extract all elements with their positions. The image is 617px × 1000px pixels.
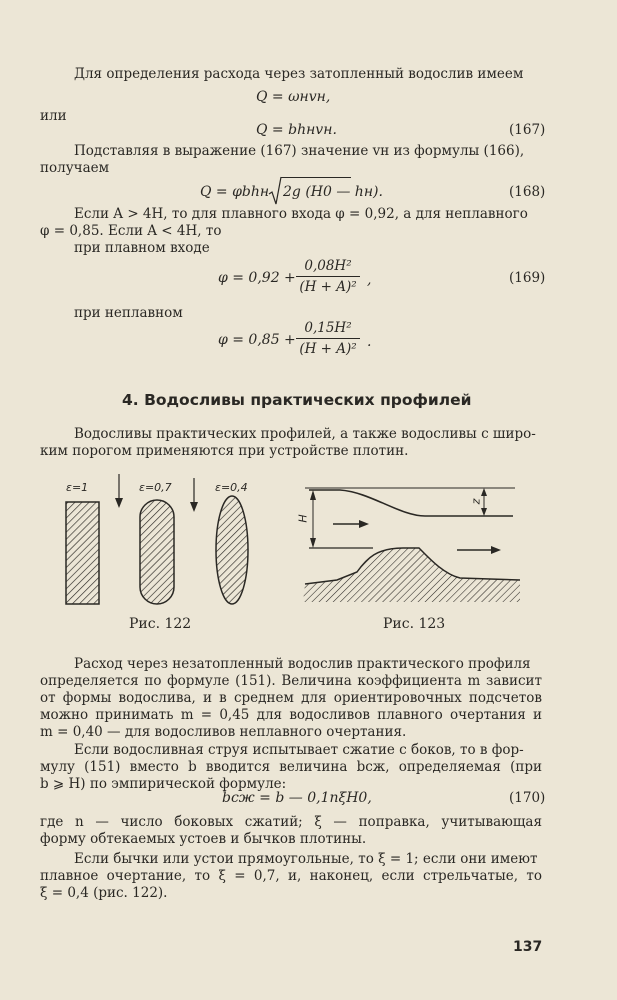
sqrt-bar xyxy=(281,177,351,178)
epsilon-label-3: ε=0,4 xyxy=(215,481,248,494)
epsilon-label-1: ε=1 xyxy=(66,481,89,494)
equation-number-167: (167) xyxy=(509,122,546,138)
equation-number-169: (169) xyxy=(509,270,546,286)
paragraph-substitution-line1: Подставляя в выражение (167) значение vн из формулы (166), xyxy=(74,143,525,159)
or-word: или xyxy=(40,108,67,124)
paragraph-if-line2: φ = 0,85. Если A < 4H, то xyxy=(40,223,222,239)
paragraph-practical-line1: Водосливы практических профилей, а также водосливы с широ- xyxy=(74,426,536,442)
figure-122 xyxy=(38,468,268,618)
figure-123 xyxy=(295,470,525,610)
head-dimension xyxy=(310,490,316,548)
rectangular-pier xyxy=(66,502,99,604)
rounded-pier xyxy=(140,500,174,604)
weir-body xyxy=(303,548,520,602)
paragraph-where-line2: форму обтекаемых устоев и бычков плотины. xyxy=(40,831,367,847)
paragraph-piers-line2: плавное очертание, то ξ = 0,7, и, наконец, если стрельчатые, то xyxy=(40,868,542,884)
equation-169-numerator: 0,08H² xyxy=(296,258,360,277)
paragraph-nonsmooth: при неплавном xyxy=(74,305,183,321)
flow-arrow-upper xyxy=(333,520,369,528)
drop-label: z xyxy=(469,498,483,505)
equation-170: bсж = b — 0,1nξH0, xyxy=(222,790,372,806)
flow-arrow-lower xyxy=(457,546,501,554)
equation-169-comma: , xyxy=(367,272,372,288)
equation-169-denominator: (H + A)² xyxy=(299,279,357,295)
caption-figure-122: Рис. 122 xyxy=(129,616,192,632)
equation-nonsmooth-numerator: 0,15H² xyxy=(296,320,360,339)
equation-168-left: Q = φbhн xyxy=(200,184,270,200)
paragraph-discharge-line4: можно принимать m = 0,45 для водосливов плавного очертания и xyxy=(40,707,542,723)
caption-figure-123: Рис. 123 xyxy=(383,616,446,632)
epsilon-label-2: ε=0,7 xyxy=(139,481,172,494)
paragraph-discharge-line5: m = 0,40 — для водосливов неплавного очертания. xyxy=(40,724,407,740)
paragraph-contraction-line1: Если водосливная струя испытывает сжатие с боков, то в фор- xyxy=(74,742,524,758)
equation-169-fraction xyxy=(296,258,360,295)
equation-q-omega: Q = ωнvн, xyxy=(256,89,331,105)
equation-number-170: (170) xyxy=(509,790,546,806)
paragraph-contraction-line2: мулу (151) вместо b вводится величина bсж, определяемая (при xyxy=(40,759,542,775)
head-label: H xyxy=(296,514,310,523)
equation-nonsmooth-denominator: (H + A)² xyxy=(299,341,357,357)
paragraph-discharge-line1: Расход через незатопленный водослив практического профиля xyxy=(74,656,531,672)
paragraph-piers-line3: ξ = 0,4 (рис. 122). xyxy=(40,885,168,901)
figure-123-drawing xyxy=(295,470,525,610)
paragraph-discharge-line3: от формы водослива, и в среднем для ориентировочных подсчетов xyxy=(40,690,542,706)
paragraph-if-line3: при плавном входе xyxy=(74,240,210,256)
paragraph-substitution-line2: получаем xyxy=(40,160,110,176)
flow-arrow-2 xyxy=(190,478,198,512)
paragraph-piers-line1: Если бычки или устои прямоугольные, то ξ = 1; если они имеют xyxy=(74,851,538,867)
equation-nonsmooth-left: φ = 0,85 + xyxy=(218,332,296,348)
equation-number-168: (168) xyxy=(509,184,546,200)
paragraph-discharge-line2: определяется по формуле (151). Величина коэффициента m зависит xyxy=(40,673,542,689)
page-number: 137 xyxy=(513,939,543,955)
paragraph-practical-line2: ким порогом применяются при устройстве плотин. xyxy=(40,443,409,459)
sqrt-sign xyxy=(268,176,282,210)
equation-q-bh: Q = bhнvн. xyxy=(256,122,337,138)
equation-168-root: 2g (H0 — hн). xyxy=(283,184,383,200)
pointed-pier xyxy=(216,496,248,604)
equation-nonsmooth-dot: . xyxy=(367,334,372,350)
equation-nonsmooth-fraction xyxy=(296,320,360,357)
equation-169-left: φ = 0,92 + xyxy=(218,270,296,286)
paragraph-where-line1: где n — число боковых сжатий; ξ — поправка, учитывающая xyxy=(40,814,542,830)
intro-text: Для определения расхода через затопленный водослив имеем xyxy=(74,66,524,82)
paragraph-if-line1: Если A > 4H, то для плавного входа φ = 0,92, а для неплавного xyxy=(74,206,528,222)
paragraph-contraction-line3: b ⩾ H) по эмпирической формуле: xyxy=(40,776,287,792)
section-title: 4. Водосливы практических профилей xyxy=(122,391,472,409)
flow-arrow-1 xyxy=(115,474,123,508)
